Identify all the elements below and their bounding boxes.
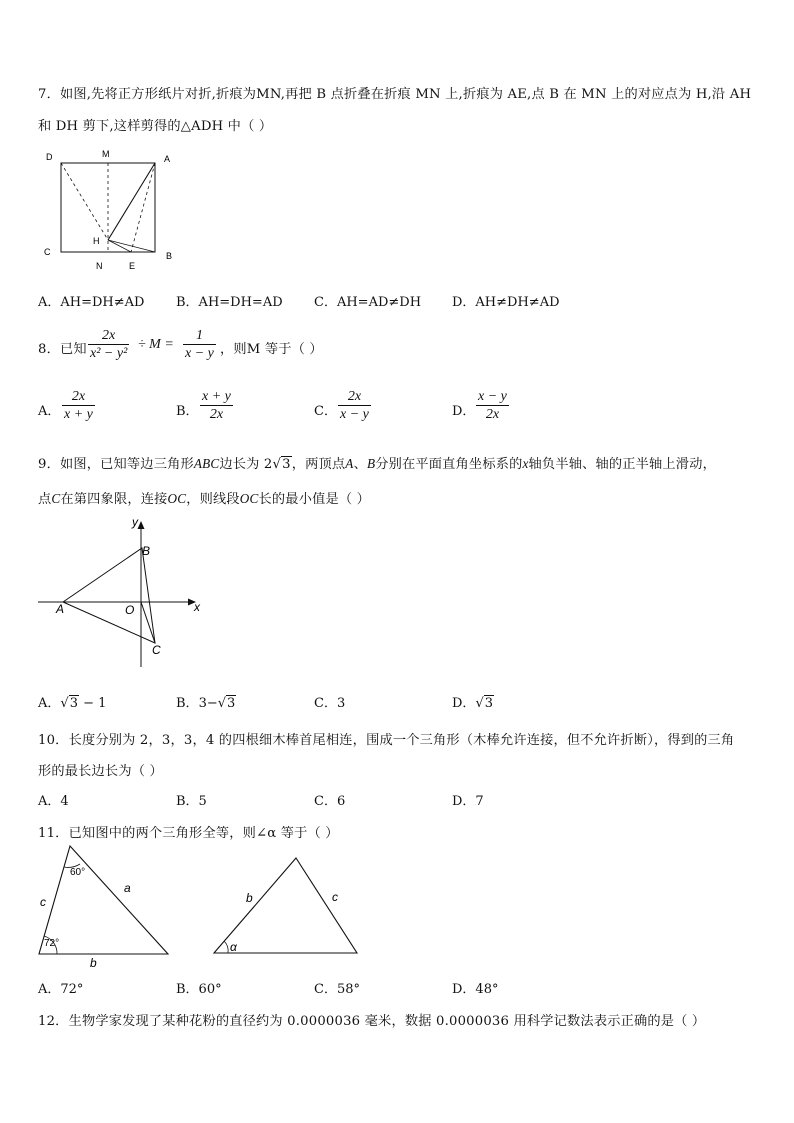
q10-option-c[interactable]: C．6 <box>314 794 346 809</box>
q8-option-d-denominator: 2x <box>485 407 500 422</box>
q7-option-a[interactable]: A．AH=DH≠AD <box>38 295 145 310</box>
q8-option-a-fraction[interactable] <box>62 388 95 423</box>
y-axis-arrow-icon <box>138 521 145 529</box>
label-C: C <box>152 643 161 657</box>
q8-fraction-2-denominator: x − y <box>185 346 214 361</box>
q8-fraction-2-numerator: 1 <box>183 327 216 345</box>
q7-option-c[interactable]: C．AH=AD≠DH <box>314 295 422 310</box>
q8-option-d-fraction[interactable] <box>476 388 509 423</box>
segment-HE <box>108 240 131 252</box>
q9-option-b-sqrt: √3 <box>217 696 236 711</box>
label-y: y <box>132 515 138 529</box>
q9-option-b-pre: 3− <box>198 696 218 711</box>
label-side-b-right: b <box>246 891 253 905</box>
q8-fraction-1 <box>88 327 129 362</box>
q8-option-d-numerator: x − y <box>478 389 507 404</box>
q11-option-d[interactable]: D．48° <box>452 982 499 997</box>
q9-oc-2: OC <box>239 491 259 506</box>
label-B: B <box>142 544 151 558</box>
q9-text-2a: 点 <box>38 492 52 507</box>
label-H: H <box>93 236 100 246</box>
q8-option-c-numerator: 2x <box>338 388 371 406</box>
q9-sqrt3: √3 <box>272 457 291 472</box>
q8-option-c-label[interactable]: C． <box>314 404 337 419</box>
segment-AH <box>108 163 155 240</box>
q9-option-d-sqrt: √3 <box>475 696 494 711</box>
segment-DH <box>61 163 108 240</box>
q8-option-a-denominator: x + y <box>64 407 93 422</box>
q9-text-2d: 长的最小值是（ ） <box>258 492 371 507</box>
fold-AE <box>131 163 155 252</box>
label-N: N <box>96 261 103 271</box>
q9-option-a[interactable] <box>38 692 106 711</box>
q9-stem-line1 <box>38 453 716 472</box>
label-72-degrees: 72° <box>44 938 60 949</box>
q8-option-c-fraction[interactable] <box>338 388 371 423</box>
label-alpha: α <box>230 940 237 954</box>
label-side-a-left: a <box>124 881 131 895</box>
q9-option-b-label: B． <box>176 696 199 711</box>
q9-option-c[interactable] <box>314 692 345 711</box>
q11-stem: 11．已知图中的两个三角形全等，则∠α 等于（ ） <box>38 826 339 841</box>
q9-option-d-label: D． <box>452 696 476 711</box>
q7-stem-line1: 7．如图,先将正方形纸片对折,折痕为MN,再把 B 点折叠在折痕 MN 上,折痕为 AE,点 B 在 MN 上的对应点为 H,沿 AH <box>38 87 752 102</box>
q8-prefix: 8．已知 <box>38 342 87 357</box>
q7-option-d[interactable]: D．AH≠DH≠AD <box>452 295 560 310</box>
label-E: E <box>129 261 136 271</box>
q10-option-a[interactable]: A．4 <box>38 794 69 809</box>
q9-stem-line2 <box>38 488 370 507</box>
q8-option-b-label[interactable]: B． <box>176 404 199 419</box>
q9-figure-coordinate <box>36 512 206 674</box>
q8-option-c-denominator: x − y <box>340 407 369 422</box>
label-side-c-right: c <box>332 890 338 904</box>
q9-text-1d: 、 <box>353 457 367 472</box>
q8-fraction-1-denominator: x² − y² <box>90 346 128 361</box>
q8-option-a-label[interactable]: A． <box>38 404 61 419</box>
q9-text-2c: ，则线段 <box>186 492 240 507</box>
q8-option-b-numerator: x + y <box>202 389 231 404</box>
q9-text-2b: 在第四象限，连接 <box>60 492 168 507</box>
q9-option-d[interactable] <box>452 692 494 711</box>
q9-option-a-post: − 1 <box>78 696 107 711</box>
label-O: O <box>125 603 135 617</box>
q9-option-b[interactable] <box>176 692 236 711</box>
q9-c: C <box>51 491 61 506</box>
angle-arc-alpha <box>224 941 228 953</box>
q9-option-c-label: C． <box>314 696 337 711</box>
q8-option-b-denominator: 2x <box>209 407 224 422</box>
q10-stem-line2: 形的最长边长为（ ） <box>38 764 163 779</box>
q11-figure-triangles <box>30 840 370 970</box>
q12-stem: 12．生物学家发现了某种花粉的直径约为 0.0000036 毫米，数据 0.0000036 用科学记数法表示正确的是（ ） <box>38 1014 706 1029</box>
q10-option-d[interactable]: D．7 <box>452 794 484 809</box>
q8-fraction-2 <box>183 327 216 362</box>
q9-text-1c: ，两顶点 <box>291 457 346 472</box>
q7-option-b[interactable]: B．AH=DH=AD <box>176 295 283 310</box>
q9-text-1a: 9．如图，已知等边三角形 <box>38 457 194 472</box>
q7-figure-square <box>38 145 188 273</box>
q8-option-d-label[interactable]: D． <box>452 404 476 419</box>
q8-option-b-fraction[interactable] <box>200 388 233 423</box>
label-A: A <box>164 154 171 164</box>
triangle-right <box>214 858 357 953</box>
q9-x: x <box>522 456 529 471</box>
q9-option-a-sqrt: √3 <box>60 696 78 711</box>
label-B: B <box>166 251 173 261</box>
q9-a: A <box>345 456 354 471</box>
q10-stem-line1: 10．长度分别为 2，3，3，4 的四根细木棒首尾相连，围成一个三角形（木棒允许连接，但不允许折断），得到的三角 <box>38 733 735 748</box>
q9-text-1f: 轴负半轴、轴的正半轴上滑动， <box>528 457 716 472</box>
label-M: M <box>102 149 110 159</box>
label-60-degrees: 60° <box>70 867 86 878</box>
q9-b: B <box>366 456 376 471</box>
q9-text-1b: 边长为 2 <box>219 457 273 472</box>
label-A: A <box>56 602 65 616</box>
q9-abc: ABC <box>193 456 220 471</box>
q8-fraction-1-numerator: 2x <box>88 327 129 345</box>
label-x: x <box>194 600 200 614</box>
q11-option-c[interactable]: C．58° <box>314 982 360 997</box>
label-side-b-left: b <box>90 956 97 970</box>
segment-OC <box>141 602 155 643</box>
q11-option-a[interactable]: A．72° <box>38 982 84 997</box>
q8-suffix: ，则M 等于（ ） <box>220 342 323 357</box>
q8-option-a-numerator: 2x <box>62 388 95 406</box>
q11-option-b[interactable]: B．60° <box>176 982 222 997</box>
q10-option-b[interactable]: B．5 <box>176 794 207 809</box>
q9-oc-1: OC <box>167 491 187 506</box>
label-side-c-left: c <box>40 895 46 909</box>
q8-div-M-eq: ÷ M = <box>138 337 174 352</box>
q9-option-a-label: A． <box>38 696 61 711</box>
q7-stem-line2: 和 DH 剪下,这样剪得的△ADH 中（ ） <box>38 119 273 134</box>
q9-option-c-value: 3 <box>336 696 346 711</box>
q9-text-1e: 分别在平面直角坐标系的 <box>375 457 523 472</box>
label-D: D <box>46 152 53 162</box>
label-C: C <box>44 247 51 257</box>
